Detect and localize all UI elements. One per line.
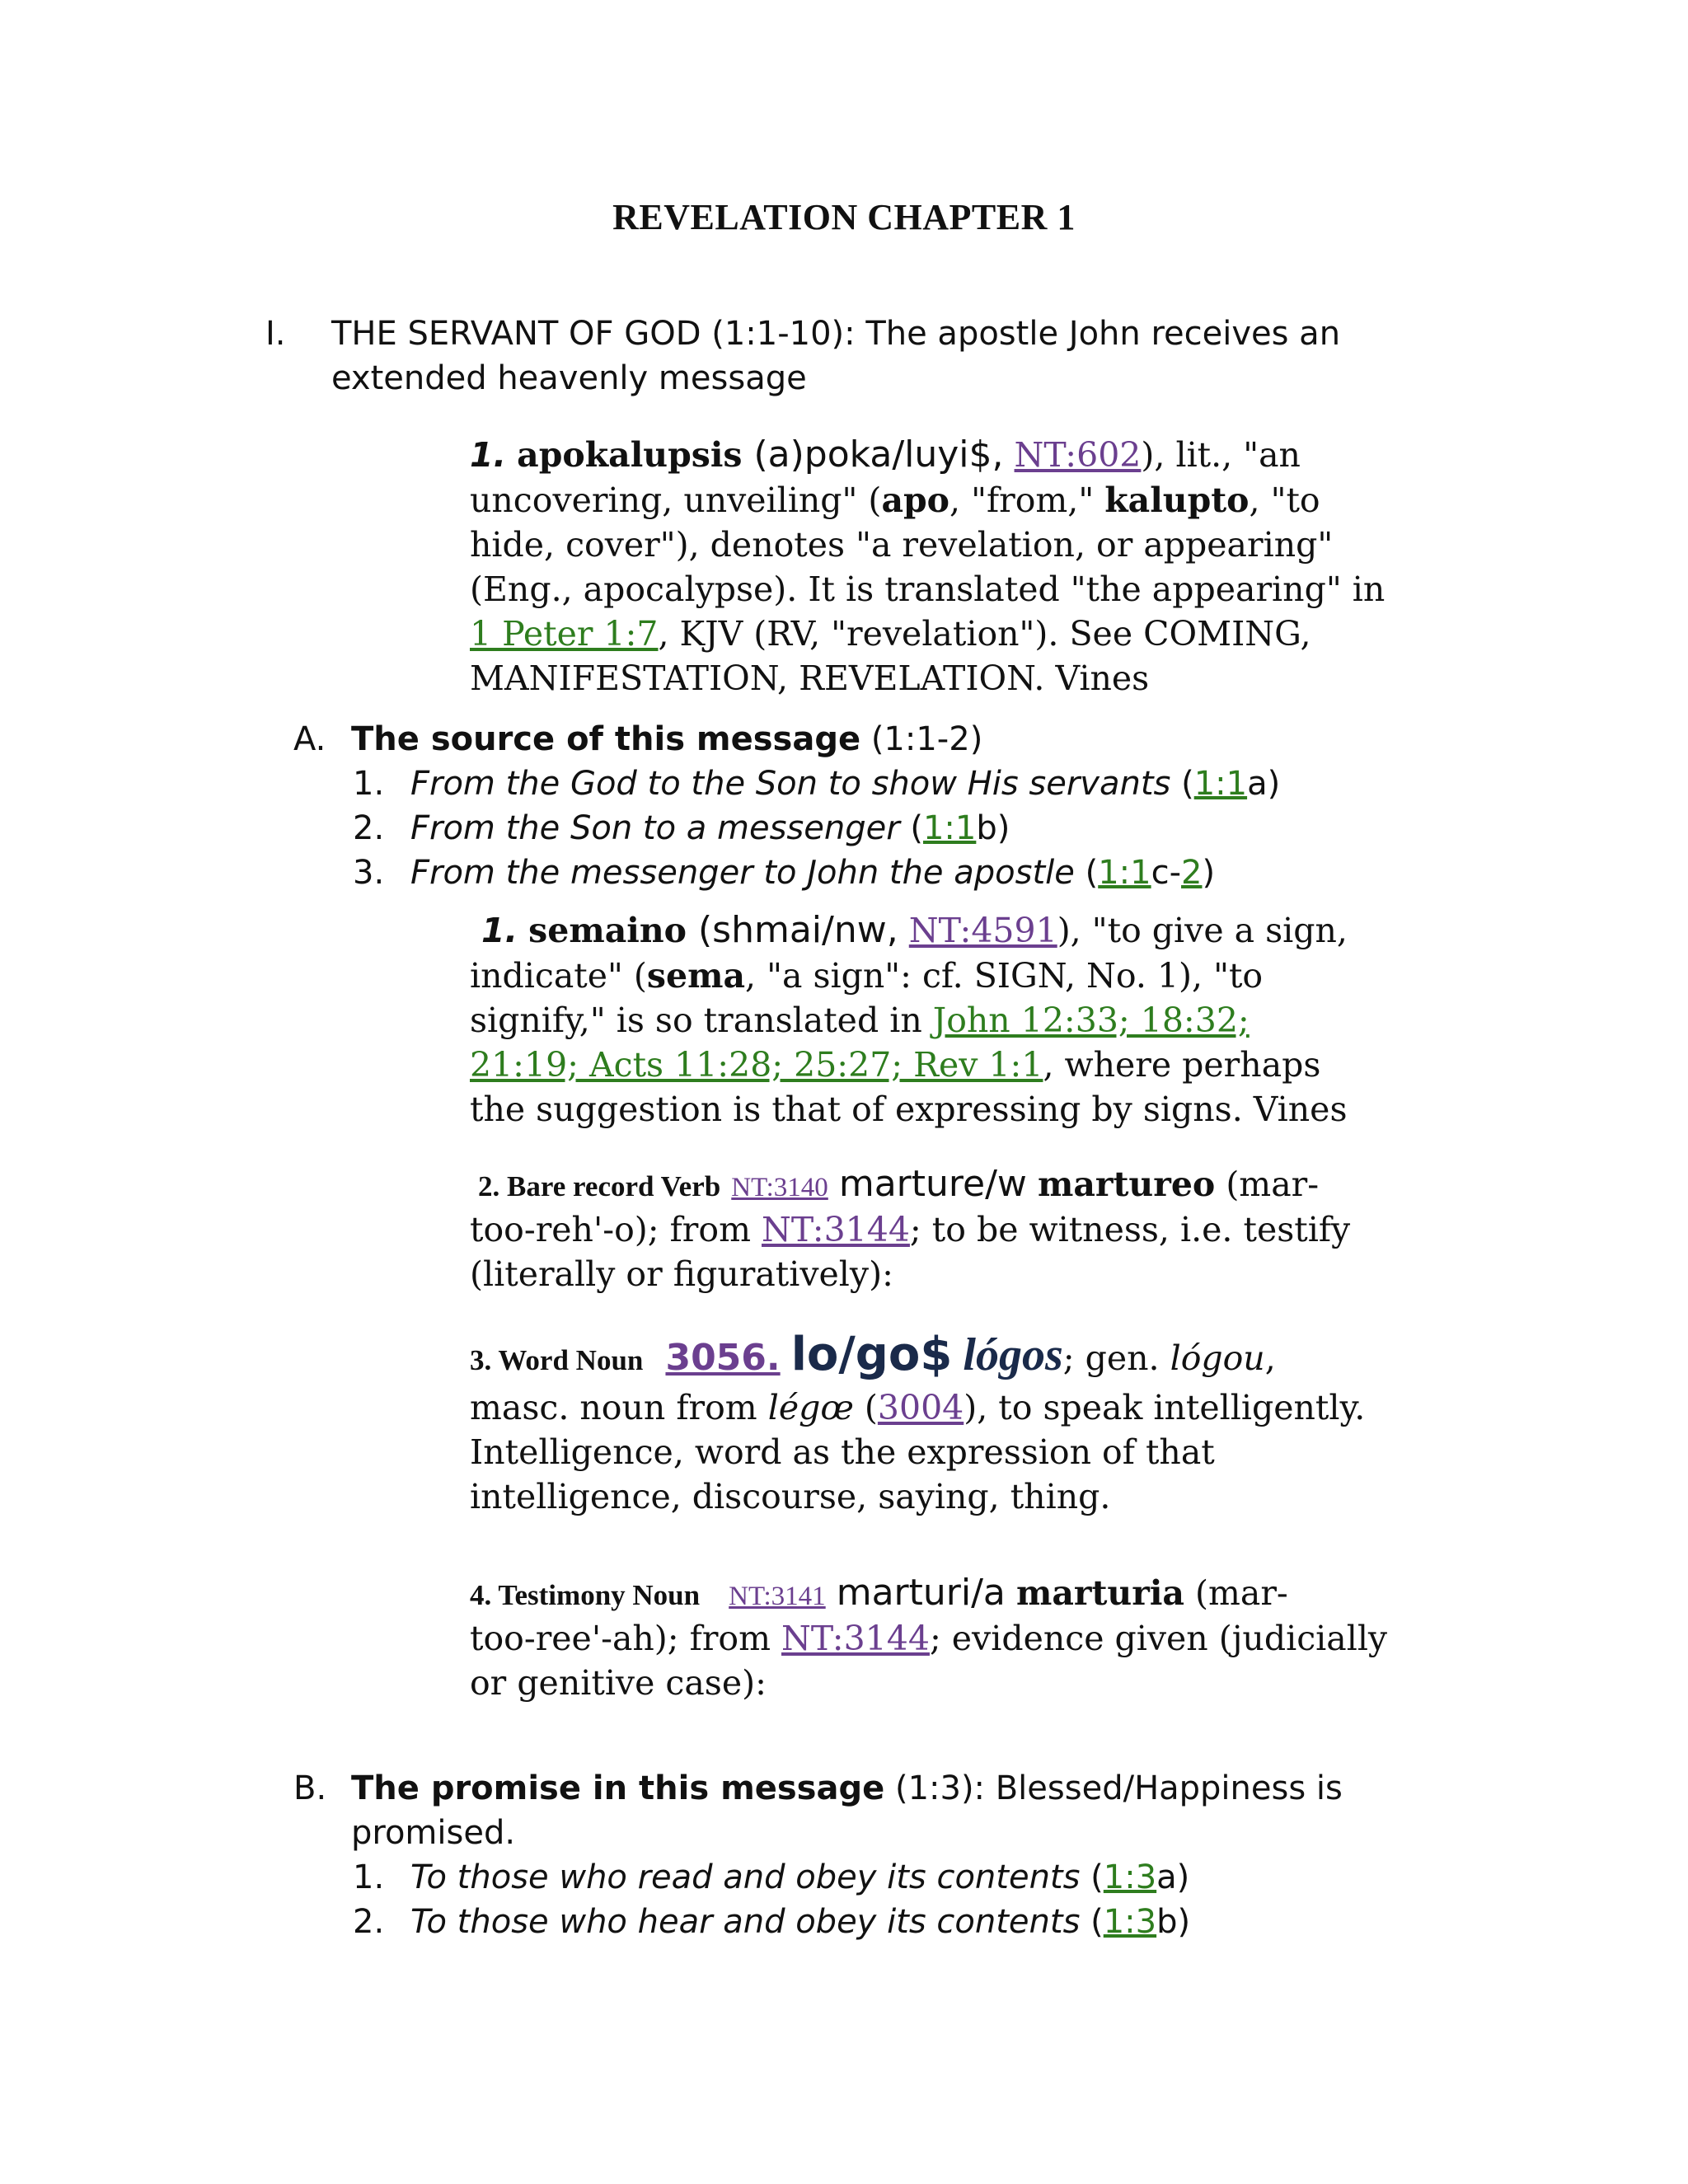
entry-bare-record-line1 xyxy=(478,1162,1319,1210)
text: ; evidence given (judicially xyxy=(929,1619,1388,1658)
list-item xyxy=(410,762,1280,806)
text: ), to speak intelligently. xyxy=(964,1388,1366,1427)
section-i-heading-line2: extended heavenly message xyxy=(331,359,807,397)
text: , "a sign": cf. SIGN, No. 1), "to xyxy=(745,956,1264,996)
section-b-letter: B. xyxy=(293,1769,327,1807)
scripture-link-1-1[interactable]: 1:1 xyxy=(1193,765,1248,803)
transliteration: lógos xyxy=(963,1329,1063,1380)
strongs-link-nt3144[interactable]: NT:3144 xyxy=(781,1619,930,1658)
text: ( xyxy=(1074,854,1099,892)
word-apo: apo xyxy=(881,480,950,520)
list-item-number: 1. xyxy=(353,765,385,803)
text: ; to be witness, i.e. testify xyxy=(909,1210,1351,1249)
text: b) xyxy=(976,809,1010,847)
text: , "from," xyxy=(950,480,1105,520)
item-text: To those who read and obey its contents xyxy=(410,1858,1081,1896)
root-word: légœ xyxy=(767,1388,854,1427)
entry-testimony-line3: or genitive case): xyxy=(470,1663,767,1703)
entry-word-noun-line3: Intelligence, word as the expression of that xyxy=(470,1432,1215,1472)
text: signify," is so translated in xyxy=(470,1001,933,1040)
page-title: REVELATION CHAPTER 1 xyxy=(612,197,1076,237)
vines-apokalupsis-line1 xyxy=(470,433,1301,477)
section-a-letter: A. xyxy=(293,720,326,758)
text: , "to xyxy=(1249,480,1320,520)
entry-testimony-line1 xyxy=(470,1571,1288,1619)
word-kalupto: kalupto xyxy=(1104,480,1250,520)
scripture-link-1-1[interactable]: 1:1 xyxy=(922,809,977,847)
section-a-heading xyxy=(351,717,982,762)
list-item-number: 2. xyxy=(353,809,385,847)
vines-apokalupsis-line5 xyxy=(470,612,1311,656)
text: ( xyxy=(853,1388,878,1427)
text: a) xyxy=(1247,765,1281,803)
greek-word: lo/go$ xyxy=(790,1328,953,1381)
strongs-link-nt602[interactable]: NT:602 xyxy=(1014,435,1142,475)
vines-apokalupsis-line6: MANIFESTATION, REVELATION. Vines xyxy=(470,658,1150,698)
strongs-link-nt3144[interactable]: NT:3144 xyxy=(762,1210,910,1249)
list-item xyxy=(410,1900,1190,1944)
scripture-link-1peter-1-7[interactable]: 1 Peter 1:7 xyxy=(470,614,659,654)
section-i-heading-line1: THE SERVANT OF GOD (1:1-10): The apostle John receives an xyxy=(331,315,1341,353)
list-item-number: 2. xyxy=(353,1903,385,1941)
strongs-link-3056[interactable]: 3056. xyxy=(665,1337,781,1379)
entry-number: 1. xyxy=(470,435,507,475)
list-item-number: 3. xyxy=(353,854,385,892)
scripture-links[interactable]: 21:19; Acts 11:28; 25:27; Rev 1:1 xyxy=(470,1045,1043,1085)
text: a) xyxy=(1156,1858,1190,1896)
headword: martureo xyxy=(1037,1165,1216,1204)
vines-semaino-line3 xyxy=(470,998,1250,1043)
headword: semaino xyxy=(528,911,687,950)
entry-bare-record-line2 xyxy=(470,1207,1350,1252)
entry-number: 1. xyxy=(481,911,518,950)
vines-apokalupsis-line3: hide, cover"), denotes "a revelation, or appearing" xyxy=(470,525,1334,565)
text: b) xyxy=(1156,1903,1191,1941)
section-b-heading-line2: promised. xyxy=(351,1814,516,1852)
entry-label: 4. Testimony Noun xyxy=(470,1579,701,1611)
vines-apokalupsis-line4: (Eng., apocalypse). It is translated "the appearing" in xyxy=(470,569,1386,609)
strongs-link-nt3140[interactable]: NT:3140 xyxy=(731,1173,828,1202)
entry-word-noun-line2 xyxy=(470,1385,1365,1430)
text: (mar- xyxy=(1215,1165,1320,1204)
heading-ref: (1:1-2) xyxy=(860,720,983,758)
text: indicate" ( xyxy=(470,956,647,996)
text: , xyxy=(1264,1338,1276,1378)
text: ( xyxy=(1170,765,1194,803)
greek-word: marturi/a xyxy=(836,1572,1006,1614)
text: ( xyxy=(899,809,923,847)
vines-semaino-line4 xyxy=(470,1043,1320,1087)
text: ), lit., "an xyxy=(1141,435,1301,475)
headword: apokalupsis xyxy=(517,435,743,475)
text: too-ree'-ah); from xyxy=(470,1619,782,1658)
scripture-links[interactable]: John 12:33; 18:32; xyxy=(932,1001,1250,1040)
vines-semaino-line2 xyxy=(470,954,1263,998)
greek-word: (a)poka/luyi$, xyxy=(742,434,1004,476)
entry-bare-record-line3: (literally or figuratively): xyxy=(470,1254,893,1294)
entry-label: 2. Bare record Verb xyxy=(478,1170,721,1202)
text: ( xyxy=(1080,1903,1104,1941)
scripture-link-2[interactable]: 2 xyxy=(1181,854,1203,892)
strongs-link-3004[interactable]: 3004 xyxy=(877,1388,964,1427)
word-sema: sema xyxy=(646,956,746,996)
scripture-link-1-3[interactable]: 1:3 xyxy=(1103,1903,1157,1941)
greek-word: marture/w xyxy=(838,1163,1027,1205)
heading-text: The source of this message xyxy=(351,720,861,758)
entry-label: 3. Word Noun xyxy=(470,1344,644,1376)
list-item xyxy=(410,1855,1189,1900)
text: c- xyxy=(1151,854,1182,892)
scripture-link-1-3[interactable]: 1:3 xyxy=(1103,1858,1157,1896)
entry-word-noun-line4: intelligence, discourse, saying, thing. xyxy=(470,1477,1111,1516)
list-item-number: 1. xyxy=(353,1858,385,1896)
text: , where perhaps xyxy=(1043,1045,1321,1085)
headword: marturia xyxy=(1015,1573,1184,1613)
text: ), "to give a sign, xyxy=(1057,911,1348,950)
item-text: From the God to the Son to show His servants xyxy=(410,765,1171,803)
item-text: From the messenger to John the apostle xyxy=(410,854,1075,892)
greek-word: (shmai/nw, xyxy=(687,909,898,951)
text: ) xyxy=(1202,854,1216,892)
section-i-numeral: I. xyxy=(265,315,286,353)
item-text: To those who hear and obey its contents xyxy=(410,1903,1081,1941)
item-text: From the Son to a messenger xyxy=(410,809,900,847)
strongs-link-nt4591[interactable]: NT:4591 xyxy=(908,911,1057,950)
list-item xyxy=(410,851,1215,895)
entry-word-noun-line1 xyxy=(470,1328,1276,1383)
text: , KJV (RV, "revelation"). See COMING, xyxy=(658,614,1311,654)
text: ( xyxy=(1080,1858,1104,1896)
heading-text: The promise in this message xyxy=(351,1769,885,1807)
text: ; gen. xyxy=(1062,1338,1170,1378)
text: masc. noun from xyxy=(470,1388,768,1427)
strongs-link-nt3141[interactable]: NT:3141 xyxy=(729,1582,826,1611)
text: (mar- xyxy=(1184,1573,1288,1613)
entry-testimony-line2 xyxy=(470,1616,1387,1661)
scripture-link-1-1[interactable]: 1:1 xyxy=(1098,854,1151,892)
text: too-reh'-o); from xyxy=(470,1210,762,1249)
heading-tail: (1:3): Blessed/Happiness is xyxy=(884,1769,1343,1807)
vines-semaino-line1 xyxy=(470,908,1348,953)
vines-apokalupsis-line2 xyxy=(470,478,1320,523)
section-b-heading xyxy=(351,1766,1343,1811)
list-item xyxy=(410,806,1010,851)
text: uncovering, unveiling" ( xyxy=(470,480,882,520)
vines-semaino-line5: the suggestion is that of expressing by signs. Vines xyxy=(470,1090,1348,1129)
genitive-form: lógou xyxy=(1170,1338,1265,1378)
